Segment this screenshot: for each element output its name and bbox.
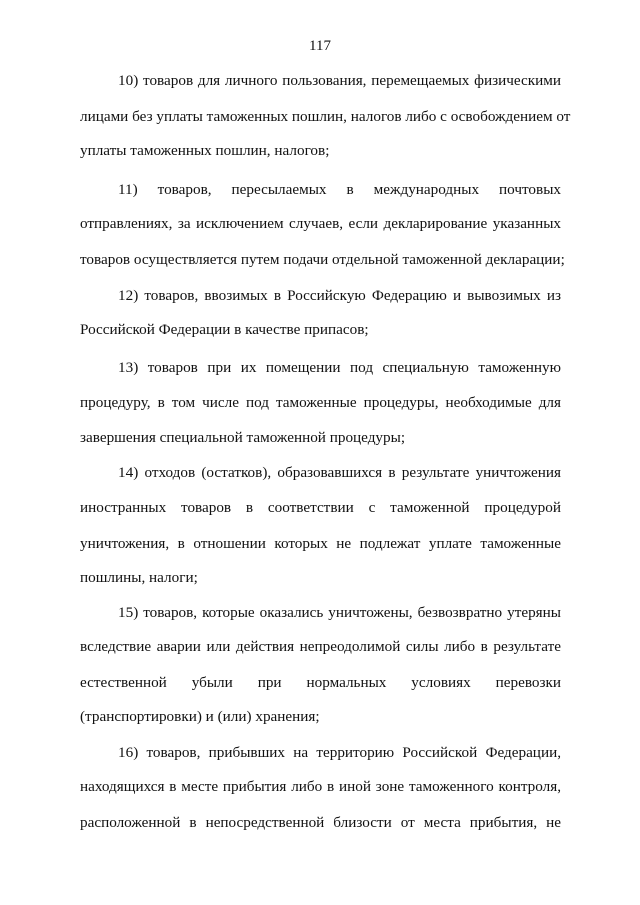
text-line: (транспортировки) и (или) хранения; [80, 708, 320, 725]
text-line: уничтожения, в отношении которых не подлежат уплате таможенные [80, 535, 561, 552]
text-line: 11) товаров, пересылаемых в международных почтовых [118, 181, 561, 198]
text-line: находящихся в месте прибытия либо в иной зоне таможенного контроля, [80, 778, 561, 795]
text-line: уплаты таможенных пошлин, налогов; [80, 142, 330, 159]
text-line: 15) товаров, которые оказались уничтожены, безвозвратно утеряны [118, 604, 561, 621]
text-line: лицами без уплаты таможенных пошлин, налогов либо с освобождением от [80, 108, 571, 125]
text-line: расположенной в непосредственной близости от места прибытия, не [80, 814, 561, 831]
text-line: отправлениях, за исключением случаев, если декларирование указанных [80, 215, 561, 232]
text-line: 10) товаров для личного пользования, перемещаемых физическими [118, 72, 561, 89]
text-line: естественной убыли при нормальных условиях перевозки [80, 674, 561, 691]
text-line: 16) товаров, прибывших на территорию Российской Федерации, [118, 744, 561, 761]
text-line: Российской Федерации в качестве припасов; [80, 321, 369, 338]
text-line: 12) товаров, ввозимых в Российскую Федерацию и вывозимых из [118, 287, 561, 304]
text-line: 13) товаров при их помещении под специальную таможенную [118, 359, 561, 376]
text-line: процедуру, в том числе под таможенные процедуры, необходимые для [80, 394, 561, 411]
text-line: пошлины, налоги; [80, 569, 198, 586]
text-line: иностранных товаров в соответствии с таможенной процедурой [80, 499, 561, 516]
text-line: товаров осуществляется путем подачи отдельной таможенной декларации; [80, 251, 565, 268]
page-number: 117 [309, 38, 331, 54]
text-line: завершения специальной таможенной процедуры; [80, 429, 406, 446]
text-line: 14) отходов (остатков), образовавшихся в результате уничтожения [118, 464, 561, 481]
text-line: вследствие аварии или действия непреодолимой силы либо в результате [80, 638, 561, 655]
